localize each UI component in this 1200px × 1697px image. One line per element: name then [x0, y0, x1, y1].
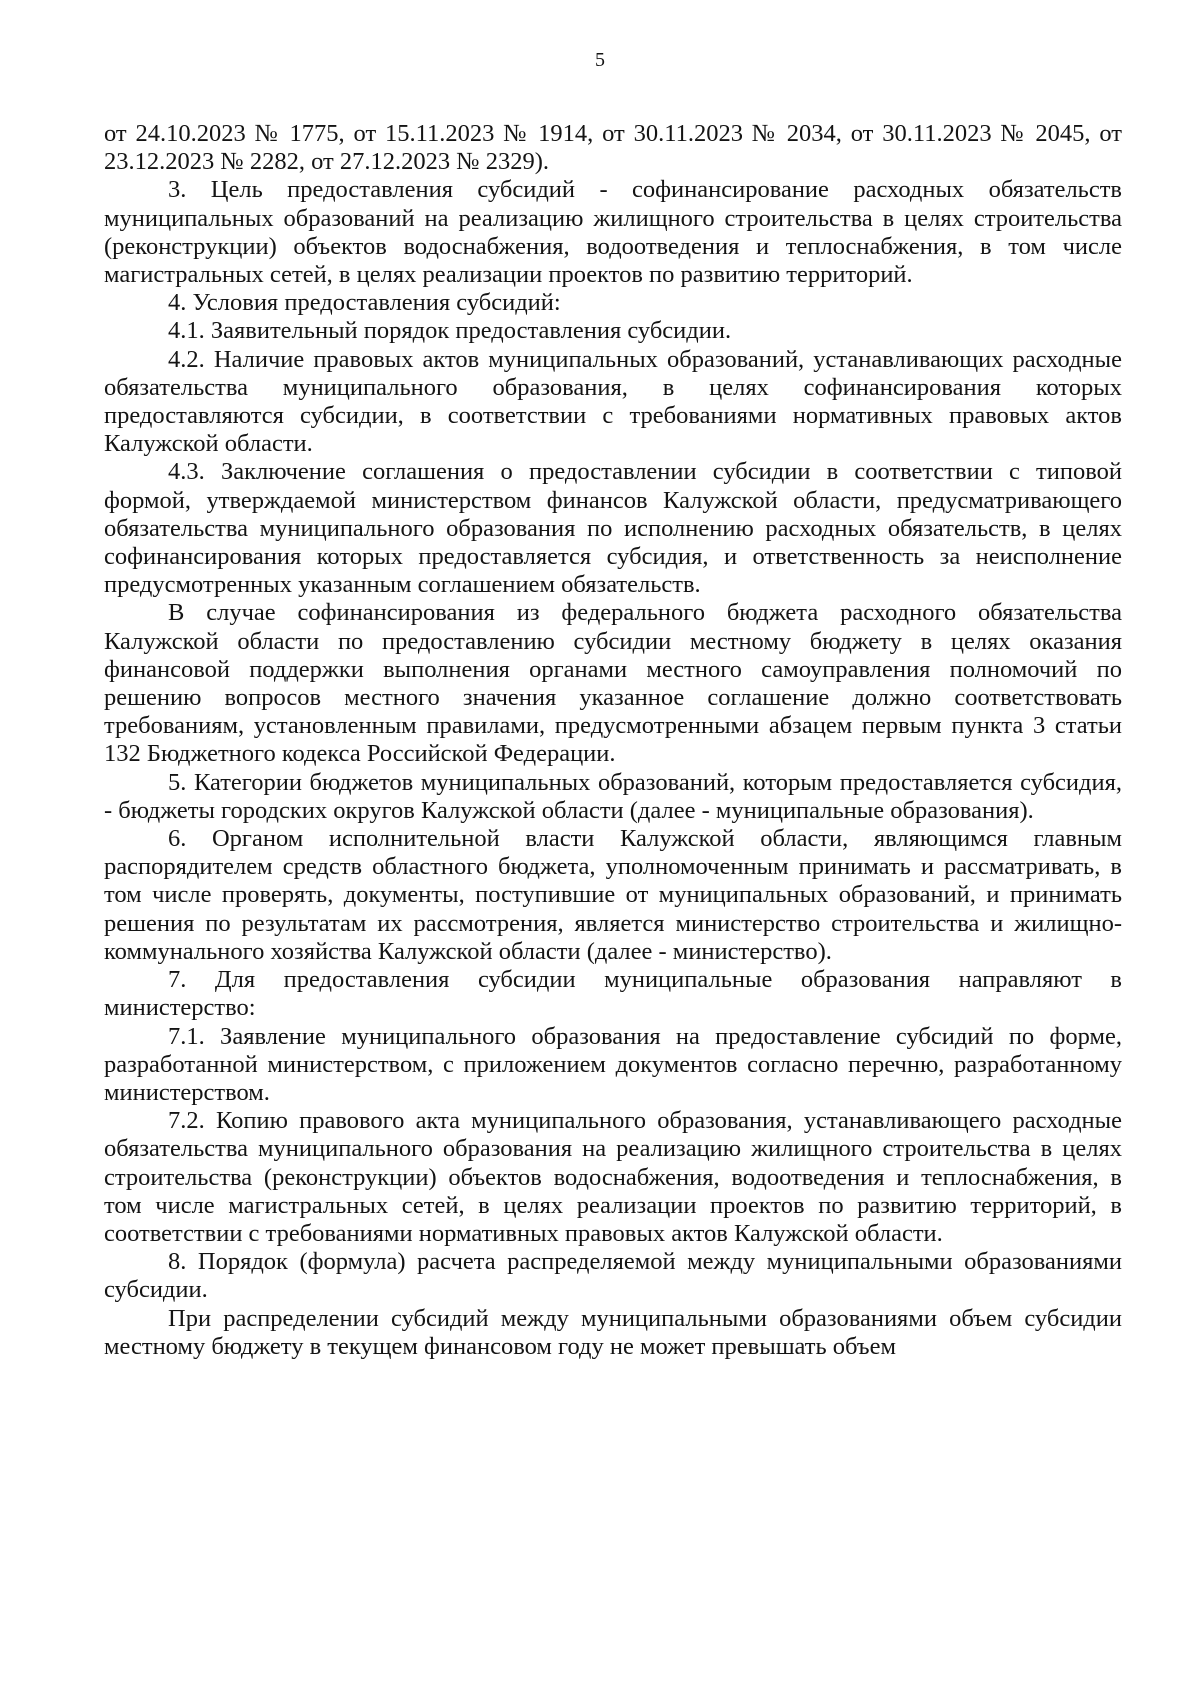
paragraph-4-conditions: 4. Условия предоставления субсидий:	[168, 289, 561, 317]
paragraph-4-2: 4.2. Наличие правовых актов муниципальных образований, устанавливающих расходные обязательства муниципального образования, в целях софинансирования которых предоставляются субсидии, в соответствии с требованиями нормативных правовых актов Калужской области.	[104, 345, 1122, 458]
paragraph-7-2: 7.2. Копию правового акта муниципального образования, устанавливающего расходные обязательства муниципального образования на реализацию жилищного строительства в целях строительства (реконструкции) объектов водоснабжения, водоотведения и теплоснабжения, в том числе магистральных сетей, в целях реализации проектов по развитию территорий, в соответствии с требованиями нормативных правовых актов Калужской области.	[104, 1107, 1122, 1247]
document-body	[104, 120, 1122, 1361]
paragraph-federal-cofinancing: В случае софинансирования из федерального бюджета расходного обязательства Калужской области по предоставлению субсидии местному бюджету в целях оказания финансовой поддержки выполнения органами местного самоуправления полномочий по решению вопросов местного значения указанное соглашение должно соответствовать требованиям, установленным правилами, предусмотренными абзацем первым пункта 3 статьи 132 Бюджетного кодекса Российской Федерации.	[104, 599, 1122, 768]
paragraph-4-3: 4.3. Заключение соглашения о предоставлении субсидии в соответствии с типовой формой, утверждаемой министерством финансов Калужской области, предусматривающего обязательства муниципального образования по исполнению расходных обязательств, в целях софинансирования которых предоставляется субсидия, и ответственность за неисполнение предусмотренных указанным соглашением обязательств.	[104, 458, 1122, 599]
paragraph-6-authority: 6. Органом исполнительной власти Калужской области, являющимся главным распорядителем средств областного бюджета, уполномоченным принимать и рассматривать, в том числе проверять, документы, поступившие от муниципальных образований, и принимать решения по результатам их рассмотрения, является министерство строительства и жилищно-коммунального хозяйства Калужской области (далее - министерство).	[104, 825, 1122, 965]
paragraph-8-formula: 8. Порядок (формула) расчета распределяемой между муниципальными образованиями субсидии.	[104, 1248, 1122, 1304]
paragraph-4-1: 4.1. Заявительный порядок предоставления субсидии.	[168, 317, 732, 345]
paragraph-7-1: 7.1. Заявление муниципального образования на предоставление субсидий по форме, разработанной министерством, с приложением документов согласно перечню, разработанному министерством.	[104, 1022, 1122, 1106]
paragraph-distribution: При распределении субсидий между муниципальными образованиями объем субсидии местному бюджету в текущем финансовом году не может превышать объем	[104, 1304, 1122, 1360]
paragraph-continuation: от 24.10.2023 № 1775, от 15.11.2023 № 1914, от 30.11.2023 № 2034, от 30.11.2023 № 2045, от 23.12.2023 № 2282, от 27.12.2023 № 2329).	[104, 120, 1122, 176]
paragraph-7-submission: 7. Для предоставления субсидии муниципальные образования направляют в министерство:	[104, 966, 1122, 1022]
page-number: 5	[595, 49, 605, 71]
paragraph-5-categories: 5. Категории бюджетов муниципальных образований, которым предоставляется субсидия, - бюджеты городских округов Калужской области (далее - муниципальные образования).	[104, 768, 1122, 824]
paragraph-3-purpose: 3. Цель предоставления субсидий - софинансирование расходных обязательств муниципальных образований на реализацию жилищного строительства в целях строительства (реконструкции) объектов водоснабжения, водоотведения и теплоснабжения, в том числе магистральных сетей, в целях реализации проектов по развитию территорий.	[104, 176, 1122, 289]
